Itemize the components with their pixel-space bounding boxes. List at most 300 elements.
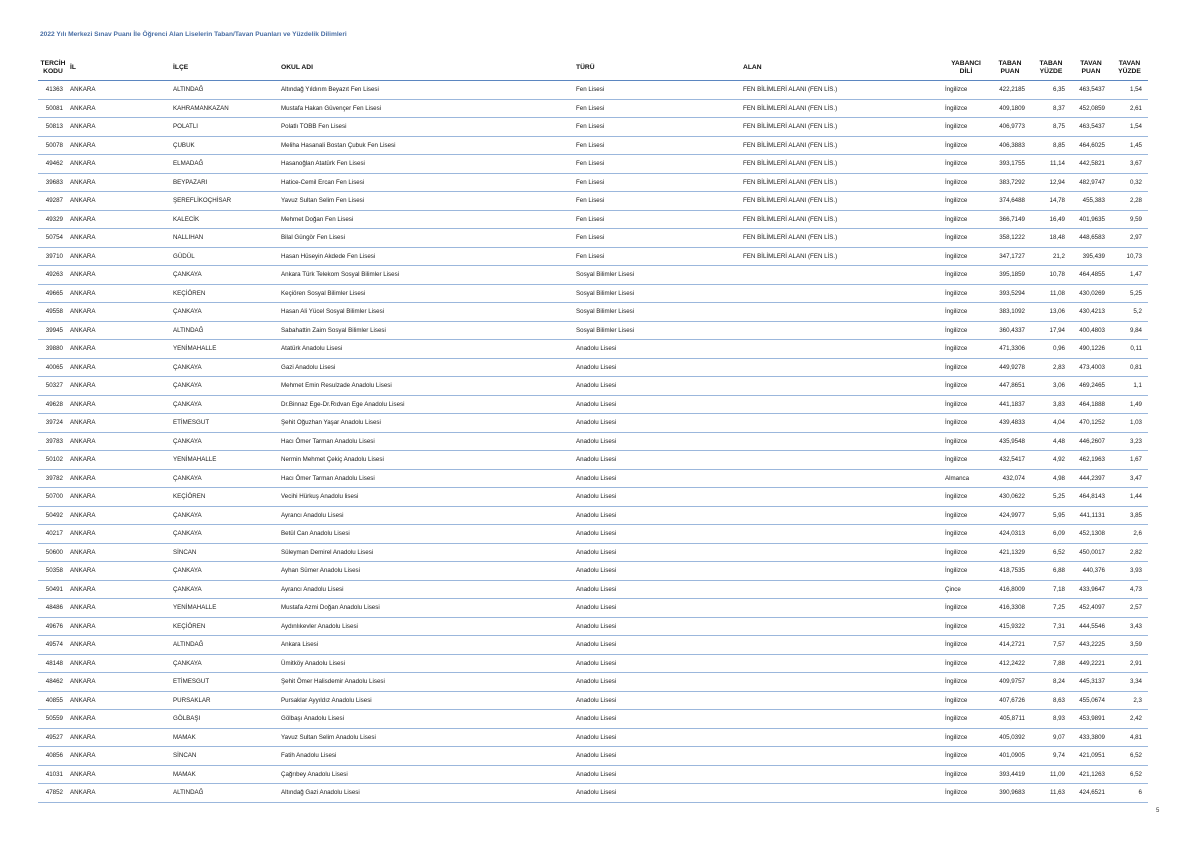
ilce-cell: ÇUBUK [171,136,279,155]
taban-puan-cell: 406,9773 [989,118,1031,137]
alan-cell [741,543,943,562]
okul-adi-cell: Vecihi Hürkuş Anadolu lisesi [279,488,574,507]
turu-cell: Anadolu Lisesi [574,488,741,507]
taban-yuzde-cell: 11,14 [1031,155,1071,174]
alan-cell [741,358,943,377]
il-cell: ANKARA [68,340,171,359]
il-cell: ANKARA [68,654,171,673]
ilce-cell: ELMADAĞ [171,155,279,174]
taban-puan-cell: 409,1809 [989,99,1031,118]
tavan-yuzde-cell: 2,61 [1111,99,1148,118]
taban-yuzde-cell: 9,74 [1031,747,1071,766]
taban-puan-cell: 416,3308 [989,599,1031,618]
ilce-cell: ÇANKAYA [171,562,279,581]
okul-adi-cell: Ankara Lisesi [279,636,574,655]
ilce-cell: ÇANKAYA [171,377,279,396]
taban-puan-cell: 447,8651 [989,377,1031,396]
ilce-cell: GÖLBAŞI [171,710,279,729]
il-cell: ANKARA [68,81,171,100]
yabanci-dili-cell: İngilizce [943,284,989,303]
tavan-puan-cell: 463,5437 [1071,118,1111,137]
alan-cell: FEN BİLİMLERİ ALANI (FEN LİS.) [741,118,943,137]
tercih-kodu-cell: 48462 [38,673,68,692]
alan-cell [741,765,943,784]
taban-yuzde-cell: 11,63 [1031,784,1071,803]
okul-adi-cell: Ayrancı Anadolu Lisesi [279,506,574,525]
tavan-yuzde-cell: 3,67 [1111,155,1148,174]
table-row [38,636,1148,655]
okul-adi-cell: Çağrıbey Anadolu Lisesi [279,765,574,784]
tercih-kodu-cell: 49665 [38,284,68,303]
table-row [38,506,1148,525]
tavan-yuzde-cell: 1,44 [1111,488,1148,507]
taban-yuzde-cell: 7,31 [1031,617,1071,636]
taban-yuzde-cell: 16,49 [1031,210,1071,229]
il-cell: ANKARA [68,636,171,655]
il-cell: ANKARA [68,691,171,710]
taban-yuzde-cell: 2,83 [1031,358,1071,377]
il-cell: ANKARA [68,506,171,525]
turu-cell: Sosyal Bilimler Lisesi [574,266,741,285]
turu-cell: Anadolu Lisesi [574,728,741,747]
taban-puan-cell: 393,4419 [989,765,1031,784]
yabanci-dili-cell: Almanca [943,469,989,488]
turu-cell: Anadolu Lisesi [574,543,741,562]
taban-puan-cell: 395,1859 [989,266,1031,285]
table-row [38,673,1148,692]
okul-adi-cell: Polatlı TOBB Fen Lisesi [279,118,574,137]
taban-yuzde-cell: 6,88 [1031,562,1071,581]
turu-cell: Anadolu Lisesi [574,358,741,377]
il-cell: ANKARA [68,118,171,137]
okul-adi-cell: Pursaklar Ayyıldız Anadolu Lisesi [279,691,574,710]
yabanci-dili-cell: İngilizce [943,747,989,766]
table-row [38,321,1148,340]
taban-puan-cell: 393,1755 [989,155,1031,174]
tercih-kodu-cell: 50327 [38,377,68,396]
ilce-cell: KALECİK [171,210,279,229]
taban-yuzde-cell: 10,78 [1031,266,1071,285]
okul-adi-cell: Mehmet Emin Resulzade Anadolu Lisesi [279,377,574,396]
yabanci-dili-cell: İngilizce [943,562,989,581]
table-row [38,654,1148,673]
table-row [38,155,1148,174]
il-cell: ANKARA [68,284,171,303]
tercih-kodu-cell: 49628 [38,395,68,414]
okul-adi-cell: Süleyman Demirel Anadolu Lisesi [279,543,574,562]
taban-puan-cell: 383,7292 [989,173,1031,192]
okul-adi-cell: Sabahattin Zaim Sosyal Bilimler Lisesi [279,321,574,340]
ilce-cell: ÇANKAYA [171,303,279,322]
turu-cell: Anadolu Lisesi [574,525,741,544]
yabanci-dili-cell: İngilizce [943,710,989,729]
tercih-kodu-cell: 50492 [38,506,68,525]
table-row [38,266,1148,285]
tavan-puan-cell: 400,4803 [1071,321,1111,340]
tavan-yuzde-cell: 5,2 [1111,303,1148,322]
yabanci-dili-cell: İngilizce [943,377,989,396]
alan-cell [741,599,943,618]
ilce-cell: SİNCAN [171,747,279,766]
yabanci-dili-cell: İngilizce [943,303,989,322]
yabanci-dili-cell: İngilizce [943,654,989,673]
tavan-puan-cell: 443,2225 [1071,636,1111,655]
taban-yuzde-cell: 6,35 [1031,81,1071,100]
ilce-cell: ÇANKAYA [171,395,279,414]
taban-puan-cell: 366,7149 [989,210,1031,229]
taban-yuzde-cell: 12,94 [1031,173,1071,192]
taban-yuzde-cell: 8,37 [1031,99,1071,118]
taban-puan-cell: 424,9977 [989,506,1031,525]
tavan-yuzde-cell: 1,47 [1111,266,1148,285]
taban-puan-cell: 409,9757 [989,673,1031,692]
turu-cell: Anadolu Lisesi [574,562,741,581]
table-row [38,303,1148,322]
il-cell: ANKARA [68,765,171,784]
tavan-puan-cell: 453,9891 [1071,710,1111,729]
header-tavan-yuzde: TAVAN YÜZDE [1111,55,1148,81]
tavan-yuzde-cell: 1,1 [1111,377,1148,396]
turu-cell: Fen Lisesi [574,99,741,118]
tavan-yuzde-cell: 3,23 [1111,432,1148,451]
tavan-puan-cell: 462,1963 [1071,451,1111,470]
turu-cell: Anadolu Lisesi [574,395,741,414]
alan-cell [741,340,943,359]
tercih-kodu-cell: 40855 [38,691,68,710]
il-cell: ANKARA [68,673,171,692]
tavan-yuzde-cell: 2,97 [1111,229,1148,248]
taban-yuzde-cell: 14,78 [1031,192,1071,211]
tercih-kodu-cell: 48148 [38,654,68,673]
okul-adi-cell: Altındağ Gazi Anadolu Lisesi [279,784,574,803]
table-row [38,469,1148,488]
il-cell: ANKARA [68,247,171,266]
tercih-kodu-cell: 39724 [38,414,68,433]
tavan-puan-cell: 440,376 [1071,562,1111,581]
tercih-kodu-cell: 49527 [38,728,68,747]
taban-yuzde-cell: 3,83 [1031,395,1071,414]
alan-cell [741,321,943,340]
taban-puan-cell: 432,5417 [989,451,1031,470]
taban-yuzde-cell: 0,96 [1031,340,1071,359]
taban-puan-cell: 383,1092 [989,303,1031,322]
okul-adi-cell: Altındağ Yıldırım Beyazıt Fen Lisesi [279,81,574,100]
turu-cell: Fen Lisesi [574,192,741,211]
alan-cell: FEN BİLİMLERİ ALANI (FEN LİS.) [741,229,943,248]
table-row [38,562,1148,581]
yabanci-dili-cell: İngilizce [943,636,989,655]
turu-cell: Anadolu Lisesi [574,340,741,359]
tavan-yuzde-cell: 1,03 [1111,414,1148,433]
taban-puan-cell: 432,074 [989,469,1031,488]
turu-cell: Anadolu Lisesi [574,617,741,636]
table-row [38,784,1148,803]
tavan-yuzde-cell: 2,28 [1111,192,1148,211]
tercih-kodu-cell: 41363 [38,81,68,100]
okul-adi-cell: Gölbaşı Anadolu Lisesi [279,710,574,729]
taban-puan-cell: 347,1727 [989,247,1031,266]
table-row [38,81,1148,100]
okul-adi-cell: Betül Can Anadolu Lisesi [279,525,574,544]
table-row [38,395,1148,414]
ilce-cell: ALTINDAĞ [171,636,279,655]
taban-puan-cell: 401,0905 [989,747,1031,766]
table-row [38,451,1148,470]
tercih-kodu-cell: 49574 [38,636,68,655]
alan-cell [741,432,943,451]
turu-cell: Anadolu Lisesi [574,451,741,470]
tavan-puan-cell: 445,3137 [1071,673,1111,692]
ilce-cell: YENİMAHALLE [171,451,279,470]
tavan-yuzde-cell: 1,49 [1111,395,1148,414]
turu-cell: Sosyal Bilimler Lisesi [574,284,741,303]
taban-puan-cell: 393,5294 [989,284,1031,303]
il-cell: ANKARA [68,210,171,229]
il-cell: ANKARA [68,229,171,248]
okul-adi-cell: Yavuz Sultan Selim Fen Lisesi [279,192,574,211]
tercih-kodu-cell: 50754 [38,229,68,248]
tercih-kodu-cell: 48486 [38,599,68,618]
table-row [38,432,1148,451]
okul-adi-cell: Aydınlıkevler Anadolu Lisesi [279,617,574,636]
tavan-puan-cell: 446,2607 [1071,432,1111,451]
yabanci-dili-cell: İngilizce [943,266,989,285]
alan-cell [741,728,943,747]
tavan-puan-cell: 421,0951 [1071,747,1111,766]
header-tavan-puan: TAVAN PUAN [1071,55,1111,81]
il-cell: ANKARA [68,451,171,470]
il-cell: ANKARA [68,321,171,340]
alan-cell [741,506,943,525]
tavan-puan-cell: 430,4213 [1071,303,1111,322]
yabanci-dili-cell: İngilizce [943,728,989,747]
okul-adi-cell: Ankara Türk Telekom Sosyal Bilimler Lisesi [279,266,574,285]
yabanci-dili-cell: İngilizce [943,247,989,266]
tavan-puan-cell: 490,1226 [1071,340,1111,359]
tavan-puan-cell: 464,1888 [1071,395,1111,414]
tavan-yuzde-cell: 3,93 [1111,562,1148,581]
alan-cell [741,525,943,544]
alan-cell [741,414,943,433]
table-row [38,136,1148,155]
alan-cell [741,303,943,322]
il-cell: ANKARA [68,525,171,544]
tavan-yuzde-cell: 4,81 [1111,728,1148,747]
yabanci-dili-cell: İngilizce [943,192,989,211]
table-row [38,377,1148,396]
page-number: 5 [1156,808,1160,814]
ilce-cell: NALLIHAN [171,229,279,248]
ilce-cell: ALTINDAĞ [171,784,279,803]
tavan-puan-cell: 482,9747 [1071,173,1111,192]
tavan-puan-cell: 452,4097 [1071,599,1111,618]
okul-adi-cell: Hasanoğlan Atatürk Fen Lisesi [279,155,574,174]
yabanci-dili-cell: İngilizce [943,543,989,562]
taban-puan-cell: 439,4833 [989,414,1031,433]
il-cell: ANKARA [68,377,171,396]
table-row [38,543,1148,562]
header-alan: ALAN [741,55,943,81]
table-row [38,580,1148,599]
ilce-cell: BEYPAZARI [171,173,279,192]
tavan-yuzde-cell: 6 [1111,784,1148,803]
header-taban-yuzde: TABAN YÜZDE [1031,55,1071,81]
tercih-kodu-cell: 50813 [38,118,68,137]
okul-adi-cell: Şehit Ömer Halisdemir Anadolu Lisesi [279,673,574,692]
turu-cell: Anadolu Lisesi [574,636,741,655]
alan-cell [741,451,943,470]
yabanci-dili-cell: İngilizce [943,617,989,636]
tercih-kodu-cell: 49676 [38,617,68,636]
tavan-yuzde-cell: 6,52 [1111,747,1148,766]
ilce-cell: SİNCAN [171,543,279,562]
taban-yuzde-cell: 5,95 [1031,506,1071,525]
tercih-kodu-cell: 40217 [38,525,68,544]
tavan-puan-cell: 452,1308 [1071,525,1111,544]
tavan-yuzde-cell: 3,43 [1111,617,1148,636]
tavan-yuzde-cell: 2,6 [1111,525,1148,544]
table-row [38,414,1148,433]
turu-cell: Anadolu Lisesi [574,414,741,433]
taban-puan-cell: 412,2422 [989,654,1031,673]
tavan-puan-cell: 395,439 [1071,247,1111,266]
taban-puan-cell: 416,8009 [989,580,1031,599]
yabanci-dili-cell: İngilizce [943,229,989,248]
table-header-row [38,55,1148,81]
yabanci-dili-cell: İngilizce [943,673,989,692]
ilce-cell: ÇANKAYA [171,432,279,451]
alan-cell [741,266,943,285]
yabanci-dili-cell: İngilizce [943,340,989,359]
tavan-puan-cell: 455,383 [1071,192,1111,211]
okul-adi-cell: Mustafa Hakan Güvençer Fen Lisesi [279,99,574,118]
okul-adi-cell: Ayrancı Anadolu Lisesi [279,580,574,599]
turu-cell: Anadolu Lisesi [574,599,741,618]
taban-yuzde-cell: 8,85 [1031,136,1071,155]
taban-yuzde-cell: 21,2 [1031,247,1071,266]
tercih-kodu-cell: 39783 [38,432,68,451]
okul-adi-cell: Bilal Güngör Fen Lisesi [279,229,574,248]
tercih-kodu-cell: 40856 [38,747,68,766]
il-cell: ANKARA [68,266,171,285]
alan-cell: FEN BİLİMLERİ ALANI (FEN LİS.) [741,173,943,192]
yabanci-dili-cell: İngilizce [943,321,989,340]
taban-yuzde-cell: 6,52 [1031,543,1071,562]
okul-adi-cell: Ümitköy Anadolu Lisesi [279,654,574,673]
il-cell: ANKARA [68,543,171,562]
il-cell: ANKARA [68,469,171,488]
il-cell: ANKARA [68,155,171,174]
tavan-yuzde-cell: 3,85 [1111,506,1148,525]
okul-adi-cell: Dr.Binnaz Ege-Dr.Rıdvan Ege Anadolu Lisesi [279,395,574,414]
tavan-puan-cell: 444,2397 [1071,469,1111,488]
alan-cell [741,747,943,766]
turu-cell: Anadolu Lisesi [574,710,741,729]
header-yabanci-dili: YABANCI DİLİ [943,55,989,81]
tercih-kodu-cell: 50081 [38,99,68,118]
tavan-yuzde-cell: 2,82 [1111,543,1148,562]
taban-puan-cell: 418,7535 [989,562,1031,581]
table-row [38,229,1148,248]
tavan-yuzde-cell: 3,59 [1111,636,1148,655]
tavan-puan-cell: 473,4003 [1071,358,1111,377]
taban-yuzde-cell: 7,57 [1031,636,1071,655]
taban-yuzde-cell: 8,24 [1031,673,1071,692]
okul-adi-cell: Hatice-Cemil Ercan Fen Lisesi [279,173,574,192]
turu-cell: Fen Lisesi [574,81,741,100]
taban-puan-cell: 414,2721 [989,636,1031,655]
okul-adi-cell: Hasan Ali Yücel Sosyal Bilimler Lisesi [279,303,574,322]
yabanci-dili-cell: İngilizce [943,118,989,137]
tercih-kodu-cell: 50358 [38,562,68,581]
turu-cell: Fen Lisesi [574,173,741,192]
tavan-puan-cell: 455,0674 [1071,691,1111,710]
ilce-cell: ÇANKAYA [171,654,279,673]
okul-adi-cell: Keçiören Sosyal Bilimler Lisesi [279,284,574,303]
yabanci-dili-cell: İngilizce [943,414,989,433]
taban-puan-cell: 358,1222 [989,229,1031,248]
turu-cell: Fen Lisesi [574,247,741,266]
alan-cell [741,691,943,710]
tavan-yuzde-cell: 3,34 [1111,673,1148,692]
ilce-cell: ETİMESGUT [171,414,279,433]
yabanci-dili-cell: İngilizce [943,451,989,470]
ilce-cell: ETİMESGUT [171,673,279,692]
tavan-puan-cell: 464,8143 [1071,488,1111,507]
taban-yuzde-cell: 7,18 [1031,580,1071,599]
header-ilce: İLÇE [171,55,279,81]
alan-cell [741,469,943,488]
ilce-cell: PURSAKLAR [171,691,279,710]
ilce-cell: KEÇİÖREN [171,488,279,507]
turu-cell: Anadolu Lisesi [574,747,741,766]
taban-puan-cell: 422,2185 [989,81,1031,100]
turu-cell: Anadolu Lisesi [574,654,741,673]
tercih-kodu-cell: 49329 [38,210,68,229]
tercih-kodu-cell: 49287 [38,192,68,211]
taban-puan-cell: 421,1329 [989,543,1031,562]
alan-cell [741,784,943,803]
okul-adi-cell: Yavuz Sultan Selim Anadolu Lisesi [279,728,574,747]
tercih-kodu-cell: 39782 [38,469,68,488]
table-row [38,247,1148,266]
il-cell: ANKARA [68,599,171,618]
taban-puan-cell: 407,6726 [989,691,1031,710]
taban-yuzde-cell: 4,48 [1031,432,1071,451]
tavan-puan-cell: 464,6025 [1071,136,1111,155]
alan-cell [741,488,943,507]
yabanci-dili-cell: Çince [943,580,989,599]
taban-yuzde-cell: 8,63 [1031,691,1071,710]
yabanci-dili-cell: İngilizce [943,99,989,118]
tavan-yuzde-cell: 1,45 [1111,136,1148,155]
alan-cell [741,395,943,414]
alan-cell [741,562,943,581]
il-cell: ANKARA [68,414,171,433]
tavan-puan-cell: 444,5546 [1071,617,1111,636]
tavan-yuzde-cell: 5,25 [1111,284,1148,303]
il-cell: ANKARA [68,747,171,766]
ilce-cell: GÜDÜL [171,247,279,266]
tercih-kodu-cell: 39880 [38,340,68,359]
tavan-yuzde-cell: 3,47 [1111,469,1148,488]
taban-puan-cell: 405,8711 [989,710,1031,729]
yabanci-dili-cell: İngilizce [943,765,989,784]
taban-puan-cell: 390,9683 [989,784,1031,803]
taban-yuzde-cell: 5,25 [1031,488,1071,507]
taban-puan-cell: 415,9322 [989,617,1031,636]
table-row [38,210,1148,229]
